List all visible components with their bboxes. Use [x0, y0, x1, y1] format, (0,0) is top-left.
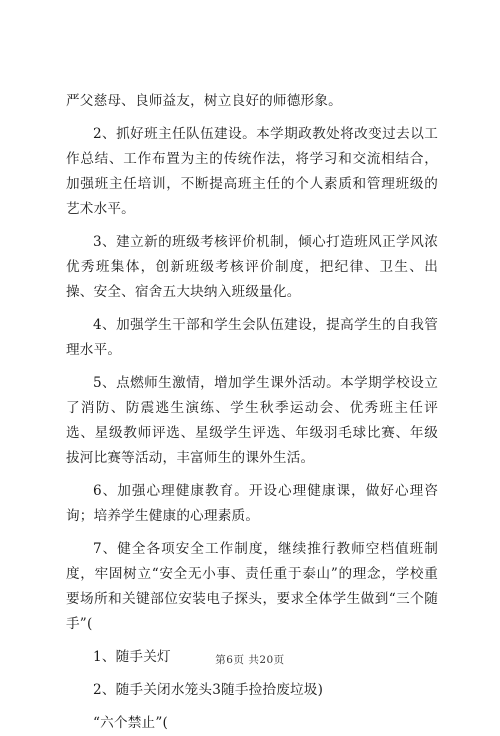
paragraph-item-4: 4、加强学生干部和学生会队伍建设，提高学生的自我管理水平。 — [66, 317, 438, 358]
six-prohibitions-heading: “六个禁止”( — [93, 715, 168, 731]
paragraph-continuation: 严父慈母、良师益友，树立良好的师德形象。 — [66, 93, 342, 109]
paragraph-item-2: 2、抓好班主任队伍建设。本学期政教处将改变过去以工作总结、工作布置为主的传统作法，将学习和交流相结合，加强班主任培训，不断提高班主任的个人素质和管理班级的艺术水平。 — [66, 126, 438, 217]
list-item-turn-off-lights: 1、随手关灯 — [93, 649, 171, 665]
paragraph-item-3: 3、建立新的班级考核评价机制，倾心打造班风正学风浓优秀班集体，创新班级考核评价制度，把纪律、卫生、出操、安全、宿舍五大块纳入班级量化。 — [66, 234, 438, 300]
list-item-turn-off-tap: 2、随手关闭水笼头3随手捡拾废垃圾) — [93, 682, 324, 698]
page-number-footer: 第6页 共20页 — [215, 654, 285, 666]
paragraph-item-6: 6、加强心理健康教育。开设心理健康课，做好心理咨询；培养学生健康的心理素质。 — [66, 483, 438, 524]
paragraph-item-5: 5、点燃师生激情，增加学生课外活动。本学期学校设立了消防、防震逃生演练、学生秋季运动会、优秀班主任评选、星级教师评选、星级学生评选、年级羽毛球比赛、年级拔河比赛等活动，丰富师生的课外生活。 — [66, 375, 438, 466]
document-body — [66, 89, 438, 736]
paragraph-item-7: 7、健全各项安全工作制度，继续推行教师空档值班制度，牢固树立“安全无小事、责任重于泰山”的理念，学校重要场所和关键部位安装电子探头，要求全体学生做到“三个随手”( — [66, 541, 438, 632]
